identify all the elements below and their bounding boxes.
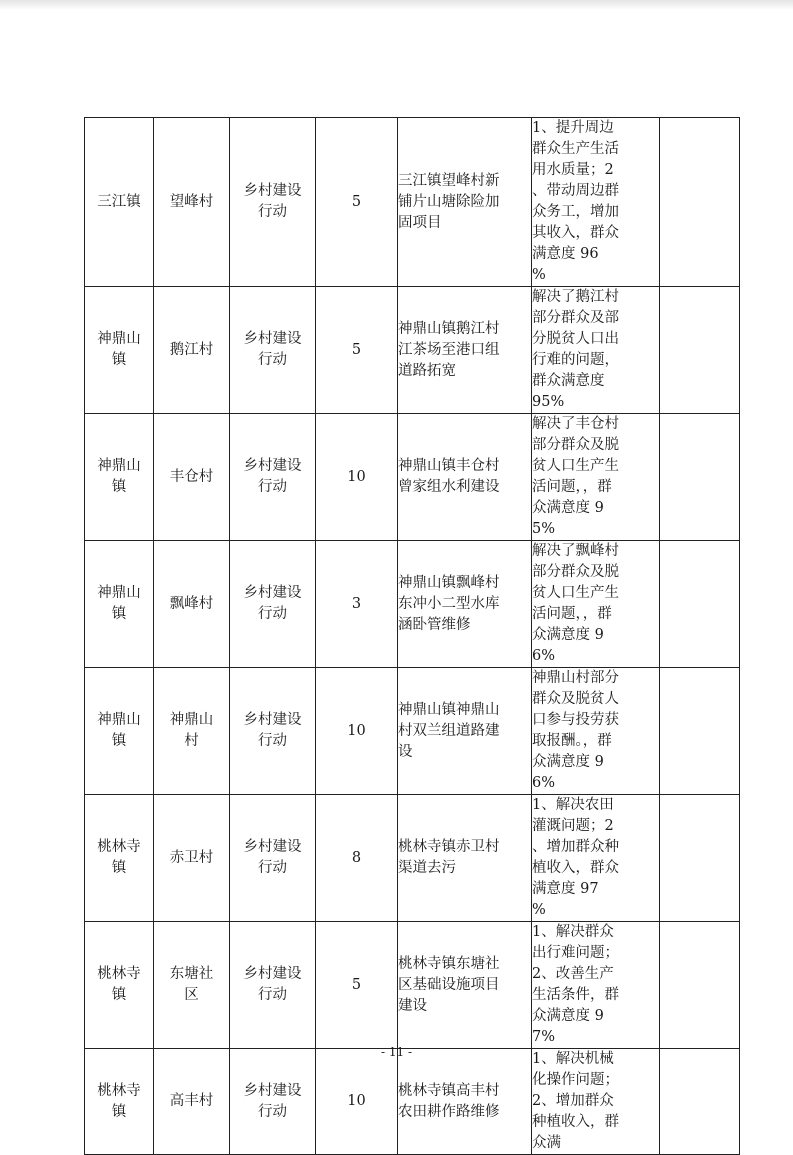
cell-town: 桃林寺 镇: [85, 922, 154, 1049]
cell-effect: 1、解决农田 灌溉问题；2 、增加群众种 植收入，群众 满意度 97 %: [532, 795, 660, 922]
cell-amount: 5: [316, 922, 398, 1049]
cell-remark: [660, 668, 740, 795]
cell-town: 桃林寺 镇: [85, 795, 154, 922]
cell-project: 神鼎山镇飘峰村 东冲小二型水库 涵卧管维修: [398, 541, 532, 668]
table-row: [85, 287, 740, 414]
cell-effect: 解决了鹅江村 部分群众及部 分脱贫人口出 行难的问题， 群众满意度 95%: [532, 287, 660, 414]
cell-type: 乡村建设 行动: [230, 414, 316, 541]
cell-village: 望峰村: [154, 118, 230, 287]
cell-effect: 解决了丰仓村 部分群众及脱 贫人口生产生 活问题，，群 众满意度 9 5%: [532, 414, 660, 541]
cell-remark: [660, 541, 740, 668]
cell-town: 桃林寺 镇: [85, 1049, 154, 1155]
table-row: [85, 668, 740, 795]
table-row: [85, 795, 740, 922]
cell-remark: [660, 287, 740, 414]
cell-village: 东塘社 区: [154, 922, 230, 1049]
cell-effect: 解决了飘峰村 部分群众及脱 贫人口生产生 活问题，，群 众满意度 9 6%: [532, 541, 660, 668]
page-number: - 11 -: [380, 1045, 412, 1059]
cell-village: 丰仓村: [154, 414, 230, 541]
cell-effect: 1、解决群众 出行难问题； 2、改善生产 生活条件，群 众满意度 9 7%: [532, 922, 660, 1049]
cell-remark: [660, 118, 740, 287]
cell-amount: 5: [316, 287, 398, 414]
cell-type: 乡村建设 行动: [230, 541, 316, 668]
cell-type: 乡村建设 行动: [230, 795, 316, 922]
cell-amount: 8: [316, 795, 398, 922]
cell-effect: 1、提升周边 群众生产生活 用水质量；2 、带动周边群 众务工，增加 其收入，群众 满意度 96 %: [532, 118, 660, 287]
cell-amount: 10: [316, 668, 398, 795]
cell-amount: 10: [316, 414, 398, 541]
cell-project: 神鼎山镇神鼎山 村双兰组道路建 设: [398, 668, 532, 795]
cell-town: 神鼎山 镇: [85, 414, 154, 541]
cell-amount: 3: [316, 541, 398, 668]
project-table: [84, 117, 740, 1155]
cell-town: 神鼎山 镇: [85, 287, 154, 414]
cell-village: 赤卫村: [154, 795, 230, 922]
cell-remark: [660, 922, 740, 1049]
table-row: [85, 118, 740, 287]
cell-project: 桃林寺镇赤卫村 渠道去污: [398, 795, 532, 922]
table-row: [85, 922, 740, 1049]
cell-project: 神鼎山镇丰仓村 曾家组水利建设: [398, 414, 532, 541]
cell-project: 桃林寺镇东塘社 区基础设施项目 建设: [398, 922, 532, 1049]
scan-top-edge: [0, 0, 793, 10]
table-row: [85, 1049, 740, 1155]
cell-type: 乡村建设 行动: [230, 118, 316, 287]
cell-village: 高丰村: [154, 1049, 230, 1155]
cell-village: 神鼎山 村: [154, 668, 230, 795]
cell-type: 乡村建设 行动: [230, 1049, 316, 1155]
cell-remark: [660, 1049, 740, 1155]
cell-effect: 神鼎山村部分 群众及脱贫人 口参与投劳获 取报酬。，群 众满意度 9 6%: [532, 668, 660, 795]
cell-village: 鹅江村: [154, 287, 230, 414]
cell-type: 乡村建设 行动: [230, 668, 316, 795]
cell-project: 神鼎山镇鹅江村 江茶场至港口组 道路拓宽: [398, 287, 532, 414]
cell-effect: 1、解决机械 化操作问题； 2、增加群众 种植收入，群 众满: [532, 1049, 660, 1155]
cell-type: 乡村建设 行动: [230, 922, 316, 1049]
cell-town: 神鼎山 镇: [85, 668, 154, 795]
cell-town: 三江镇: [85, 118, 154, 287]
cell-project: 三江镇望峰村新 铺片山塘除险加 固项目: [398, 118, 532, 287]
cell-town: 神鼎山 镇: [85, 541, 154, 668]
cell-remark: [660, 414, 740, 541]
cell-amount: 5: [316, 118, 398, 287]
table-row: [85, 541, 740, 668]
cell-type: 乡村建设 行动: [230, 287, 316, 414]
cell-project: 桃林寺镇高丰村 农田耕作路维修: [398, 1049, 532, 1155]
table-row: [85, 414, 740, 541]
cell-village: 飘峰村: [154, 541, 230, 668]
cell-remark: [660, 795, 740, 922]
table-body: [85, 118, 740, 1155]
cell-amount: 10: [316, 1049, 398, 1155]
